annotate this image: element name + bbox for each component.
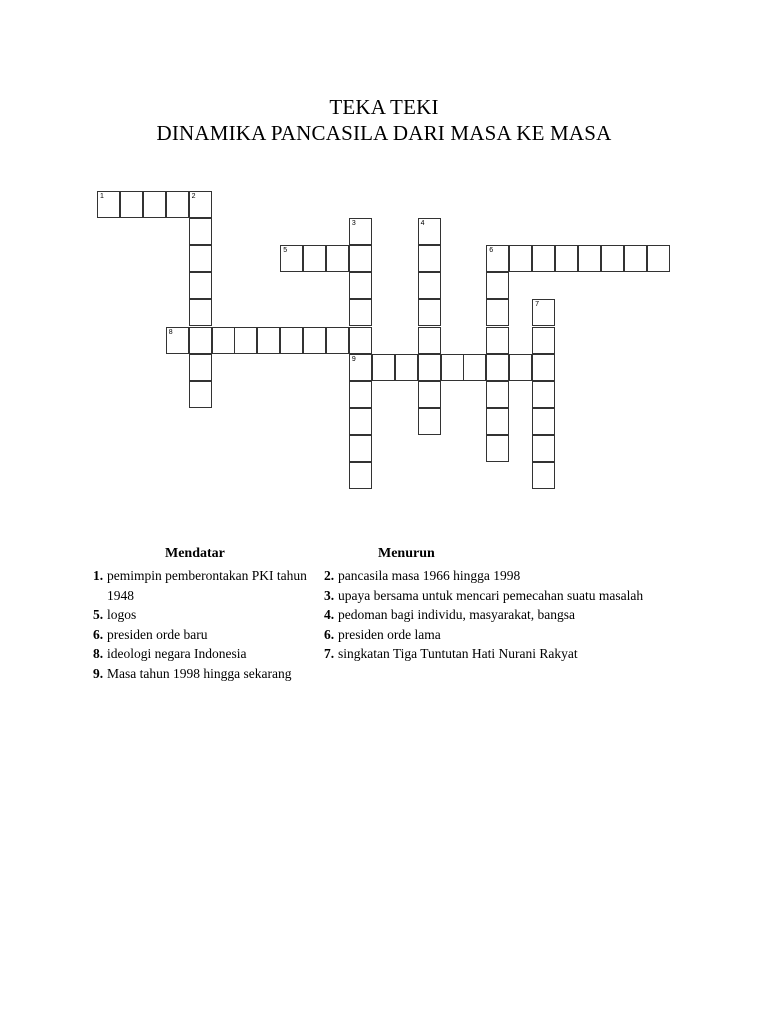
- across-clue: [93, 625, 308, 645]
- grid-cell[interactable]: [418, 218, 441, 245]
- grid-cell[interactable]: [349, 354, 372, 381]
- grid-cell[interactable]: [189, 245, 212, 272]
- grid-cell[interactable]: [349, 327, 372, 354]
- grid-cell[interactable]: [257, 327, 280, 354]
- grid-cell[interactable]: [97, 191, 120, 218]
- grid-cell[interactable]: [441, 354, 464, 381]
- clue-number: 6.: [93, 626, 104, 642]
- grid-cell[interactable]: [532, 462, 555, 489]
- clue-text: ideologi negara Indonesia: [107, 646, 247, 661]
- clue-number: 8.: [93, 646, 104, 661]
- down-heading: Menurun: [378, 546, 435, 561]
- cell-number: 8: [168, 328, 173, 336]
- grid-cell[interactable]: [143, 191, 166, 218]
- grid-cell[interactable]: [280, 245, 303, 272]
- grid-cell[interactable]: [486, 245, 509, 272]
- grid-cell[interactable]: [486, 408, 509, 435]
- grid-cell[interactable]: [349, 408, 372, 435]
- across-heading: Mendatar: [165, 546, 225, 561]
- grid-cell[interactable]: [486, 381, 509, 408]
- clue-text: pedoman bagi individu, masyarakat, bangsa: [338, 607, 575, 622]
- clue-number: 7.: [324, 646, 335, 661]
- cell-number: 1: [100, 193, 104, 200]
- grid-cell[interactable]: [532, 354, 555, 381]
- grid-cell[interactable]: [578, 245, 601, 272]
- clue-text: Masa tahun 1998 hingga sekarang: [107, 665, 292, 681]
- grid-cell[interactable]: [532, 327, 555, 354]
- grid-cell[interactable]: [418, 245, 441, 272]
- clue-number: 9.: [93, 665, 104, 681]
- grid-cell[interactable]: [166, 191, 189, 218]
- grid-cell[interactable]: [120, 191, 143, 218]
- grid-cell[interactable]: [349, 299, 372, 326]
- grid-cell[interactable]: [189, 299, 212, 326]
- grid-cell[interactable]: [486, 435, 509, 462]
- grid-cell[interactable]: [189, 327, 212, 354]
- down-clue: [324, 644, 644, 664]
- grid-cell[interactable]: [349, 462, 372, 489]
- clue-text: pemimpin pemberontakan PKI tahun 1948: [107, 568, 307, 603]
- grid-cell[interactable]: [303, 245, 326, 272]
- across-clue-list: [93, 566, 308, 683]
- grid-cell[interactable]: [326, 327, 349, 354]
- grid-cell[interactable]: [532, 245, 555, 272]
- across-clue: [93, 664, 308, 684]
- grid-cell[interactable]: [509, 245, 532, 272]
- clue-text: upaya bersama untuk mencari pemecahan suatu masalah: [338, 587, 644, 603]
- grid-cell[interactable]: [303, 327, 326, 354]
- down-clue: [324, 586, 644, 606]
- clue-number: 4.: [324, 607, 335, 622]
- down-clue: [324, 605, 644, 625]
- clue-text: logos: [107, 607, 137, 622]
- grid-cell[interactable]: [395, 354, 418, 381]
- grid-cell[interactable]: [349, 272, 372, 299]
- grid-cell[interactable]: [486, 327, 509, 354]
- clue-text: presiden orde baru: [107, 626, 208, 642]
- grid-cell[interactable]: [189, 191, 212, 218]
- grid-cell[interactable]: [349, 435, 372, 462]
- down-clue-list: [324, 566, 644, 664]
- clue-number: 6.: [324, 626, 335, 642]
- clue-number: 1.: [93, 568, 104, 583]
- grid-cell[interactable]: [326, 245, 349, 272]
- grid-cell[interactable]: [349, 218, 372, 245]
- grid-cell[interactable]: [189, 218, 212, 245]
- cell-number: 3: [351, 220, 356, 228]
- grid-cell[interactable]: [418, 408, 441, 435]
- page-subtitle: DINAMIKA PANCASILA DARI MASA KE MASA: [156, 121, 612, 145]
- across-clue: [93, 605, 308, 625]
- clue-number: 5.: [93, 607, 104, 622]
- grid-cell[interactable]: [486, 272, 509, 299]
- grid-cell[interactable]: [555, 245, 578, 272]
- cell-number: 4: [420, 220, 425, 228]
- grid-cell[interactable]: [212, 327, 235, 354]
- cell-number: 7: [535, 301, 539, 309]
- clue-text: presiden orde lama: [338, 626, 441, 642]
- cell-number: 5: [283, 247, 288, 255]
- grid-cell[interactable]: [280, 327, 303, 354]
- grid-cell[interactable]: [189, 381, 212, 408]
- grid-cell[interactable]: [486, 354, 509, 381]
- grid-cell[interactable]: [601, 245, 624, 272]
- grid-cell[interactable]: [372, 354, 395, 381]
- grid-cell[interactable]: [234, 327, 257, 354]
- grid-cell[interactable]: [486, 299, 509, 326]
- down-clue: [324, 625, 644, 645]
- cell-number: 9: [351, 355, 356, 363]
- grid-cell[interactable]: [166, 327, 189, 354]
- grid-cell[interactable]: [532, 299, 555, 326]
- cell-number: 6: [489, 247, 494, 255]
- grid-cell[interactable]: [349, 245, 372, 272]
- grid-cell[interactable]: [349, 381, 372, 408]
- grid-cell[interactable]: [189, 272, 212, 299]
- grid-cell[interactable]: [418, 272, 441, 299]
- clue-number: 3.: [324, 587, 335, 603]
- grid-cell[interactable]: [189, 354, 212, 381]
- down-clue: [324, 566, 644, 586]
- page-title: TEKA TEKI: [329, 95, 439, 119]
- grid-cell[interactable]: [463, 354, 486, 381]
- clue-number: 2.: [324, 568, 335, 583]
- grid-cell[interactable]: [509, 354, 532, 381]
- grid-cell[interactable]: [418, 327, 441, 354]
- across-clue: [93, 566, 308, 605]
- grid-cell[interactable]: [418, 381, 441, 408]
- grid-cell[interactable]: [532, 435, 555, 462]
- grid-cell[interactable]: [624, 245, 647, 272]
- grid-cell[interactable]: [532, 381, 555, 408]
- cell-number: 2: [191, 193, 196, 200]
- grid-cell[interactable]: [418, 354, 441, 381]
- clue-text: pancasila masa 1966 hingga 1998: [338, 568, 521, 583]
- grid-cell[interactable]: [532, 408, 555, 435]
- across-clue: [93, 644, 308, 664]
- clue-text: singkatan Tiga Tuntutan Hati Nurani Rakyat: [338, 646, 578, 661]
- grid-cell[interactable]: [418, 299, 441, 326]
- grid-cell[interactable]: [647, 245, 670, 272]
